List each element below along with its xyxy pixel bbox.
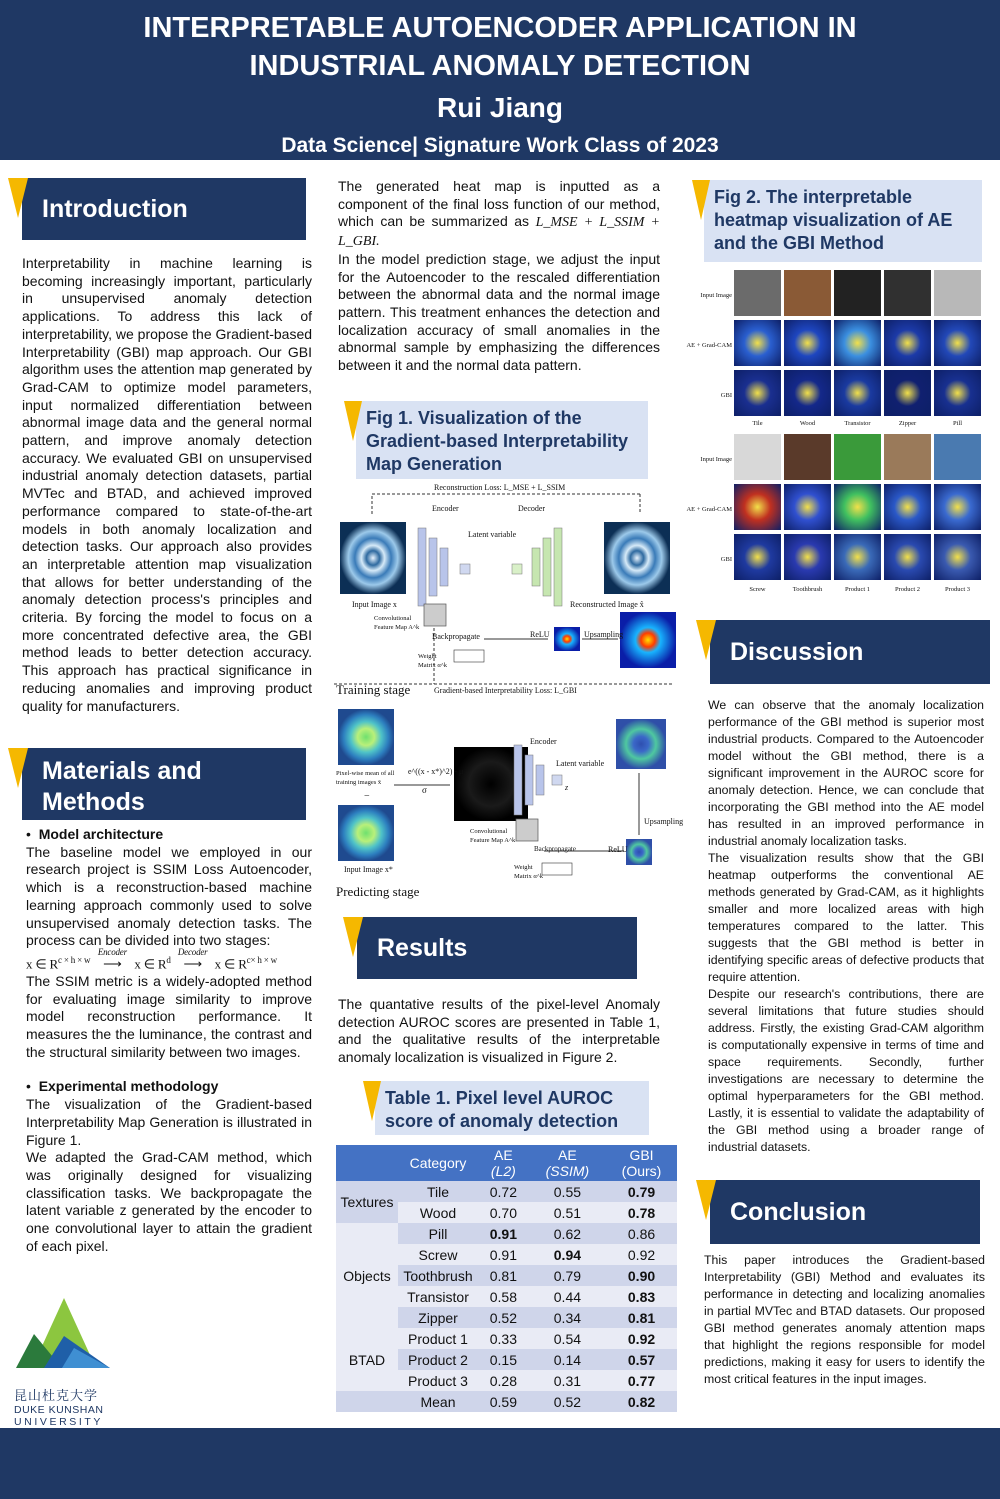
heatmap-col-label: Toothbrush [792,586,823,593]
value-cell: 0.92 [606,1328,677,1349]
table-header-category: Category [398,1145,478,1181]
value-cell: 0.31 [529,1370,606,1391]
logo-line-2: UNIVERSITY [14,1416,104,1428]
table-header-ae-ssim: AE (SSIM) [529,1145,606,1181]
methods-heading-line-2: Methods [42,788,145,816]
heatmap-tile [934,270,981,316]
heatmap-row-label: GBI [720,556,732,563]
heatmap-row-label: AE + Grad-CAM [686,506,732,513]
heatmap-col-label: Transistor [844,420,871,427]
table-header-row [336,1145,677,1181]
heatmap-tile [884,434,931,480]
encoder-label: Encoder [432,504,459,513]
value-cell: 0.94 [529,1244,606,1265]
heatmap-tile [884,370,931,416]
bullet-icon: • [26,826,39,842]
logo-line-1: DUKE KUNSHAN [14,1404,104,1416]
group-cell: Textures [336,1181,398,1223]
discussion-heading-text: Discussion [730,637,864,666]
heatmap-tile [934,534,981,580]
table-header-gbi: GBI (Ours) [606,1145,677,1181]
heatmap-tile [884,484,931,530]
gbi-loss-label: Gradient-based Interpretability Loss: L_GBI [434,686,577,695]
category-cell: Product 2 [398,1349,478,1370]
training-stage-label: Training stage [336,682,411,697]
value-cell: 0.79 [529,1265,606,1286]
value-cell: 0.52 [478,1307,529,1328]
training-diagram-svg [334,482,678,700]
value-cell: 0.57 [606,1349,677,1370]
z-symbol: z [565,783,569,792]
value-cell: 0.62 [529,1223,606,1244]
weight-predict-label: Weight Matrix α^k [514,864,544,880]
input-image-label: Input Image x [352,600,397,609]
discussion-text-1: We can observe that the anomaly localization performance of the GBI method is superior most industrial products. Compared to the Autoencoder model without the GBI method, there is a significant improvement in the AUROC score for anomaly detection. Hence, we can conclude that incorporating the GBI method into the AE model has resulted in an improved performance in industrial anomaly localization tasks. [708,698,984,848]
table-body [336,1181,677,1412]
heatmap-tile [734,484,781,530]
upsampling-predict-label: Upsampling [644,817,684,826]
heatmap-col-label: Product 1 [844,586,871,593]
category-cell: Toothbrush [398,1265,478,1286]
table-row [336,1391,677,1412]
title-line-1: INTERPRETABLE AUTOENCODER APPLICATION IN [143,12,857,44]
fig1-training-diagram [334,482,678,700]
flag-icon [344,401,362,441]
value-cell: 0.70 [478,1202,529,1223]
heatmap-tile [784,270,831,316]
loss-formula: L_MSE + L_SSIM + L_GBI. [338,215,660,250]
value-cell: 0.59 [478,1391,529,1412]
results-heading-text: Results [377,933,468,962]
category-cell: Product 1 [398,1328,478,1349]
heatmap-tile [884,320,931,366]
fig1-caption [356,401,648,479]
discussion-text-3: Despite our research's contributions, there are several limitations that future studies should address. Firstly, the existing Grad-CAM algorithm is computationally expensive in terms of time and space requirements. Secondly, further investigations are necessary to determine the optimal hyperparameters for the GBI method. Lastly, it is essential to validate the adaptability of the GBI method using a broader range of industrial datasets. [708,987,984,1154]
value-cell: 0.44 [529,1286,606,1307]
heatmap-tile [784,534,831,580]
fig2-caption [704,180,982,262]
table-header-ae-l2: AE (L2) [478,1145,529,1181]
conclusion-text: This paper introduces the Gradient-based Interpretability (GBI) Method and evaluates its performance in detecting and localizing anomalies in partial MVTec and BTAD datasets. Our proposed GBI method generates anomaly attention maps that highlight the regions responsible for model predictions, making it easy for users to identify the most critical features in the input images. [704,1253,985,1386]
value-cell: 0.79 [606,1181,677,1202]
group-cell: Objects [336,1223,398,1328]
title-line-2: INDUSTRIAL ANOMALY DETECTION [249,50,751,82]
relu-label: ReLU [530,630,550,639]
relu-predict-label: ReLU [608,845,628,854]
heatmap-col-label: Product 3 [944,586,971,593]
table-row [336,1328,677,1349]
value-cell: 0.72 [478,1181,529,1202]
predicting-stage-label: Predicting stage [336,884,420,899]
flag-icon [8,178,28,218]
logo-chinese-text: 昆山杜克大学 [14,1389,99,1404]
heatmap-tile [884,270,931,316]
sigma-symbol: σ [422,785,427,795]
conv-feature-map-label: Convolutional Feature Map A^k [374,615,420,631]
weight-matrix-label: Weight Matrix α^k [418,653,448,669]
heatmap-tile [934,320,981,366]
backpropagate-label: Backpropagate [432,632,480,641]
heatmap-col-label: Product 2 [894,586,921,593]
flag-icon [363,1081,381,1121]
poster-header [0,0,1000,160]
table-row [336,1223,677,1244]
encoder-predict-label: Encoder [530,737,557,746]
heatmap-tile [834,434,881,480]
heatmap-tile [734,434,781,480]
heatmap-row-label: Input Image [700,292,732,299]
latent-variable-label: Latent variable [468,530,517,539]
heatmap-row-label: AE + Grad-CAM [686,342,732,349]
reconstructed-image-label: Reconstructed Image x̂ [570,600,644,609]
flag-icon [692,180,710,220]
heatmap-tile [734,534,781,580]
input-image-predict-label: Input Image x* [344,865,393,874]
conv-map-predict-label: Convolutional Feature Map A^k [470,828,516,844]
value-cell: 0.91 [478,1223,529,1244]
heatmap-tile [834,370,881,416]
poster-footer [0,1428,1000,1499]
value-cell: 0.58 [478,1286,529,1307]
heatmap-tile [884,534,931,580]
value-cell: 0.78 [606,1202,677,1223]
heatmap-tile [834,270,881,316]
category-cell: Transistor [398,1286,478,1307]
flag-icon [696,620,716,660]
value-cell: 0.86 [606,1223,677,1244]
introduction-body [22,255,312,715]
group-cell [336,1391,398,1412]
value-cell: 0.55 [529,1181,606,1202]
fig1-caption-text: Fig 1. Visualization of the Gradient-based Interpretability Map Generation [366,408,629,474]
value-cell: 0.51 [529,1202,606,1223]
arrow-right-icon: ⟶ [183,956,202,972]
heatmap-tile [934,484,981,530]
heatmap-tile [784,370,831,416]
category-cell: Pill [398,1223,478,1244]
value-cell: 0.28 [478,1370,529,1391]
author: Rui Jiang [436,92,563,123]
flag-icon [343,917,363,957]
backprop-predict-label: Backpropagate [534,845,576,853]
heatmap-col-label: Tile [752,420,763,427]
value-cell: 0.90 [606,1265,677,1286]
loss-intro-text: The generated heat map is inputted as a component of the final loss function of our method, which can be summarized as [338,178,660,230]
category-cell: Mean [398,1391,478,1412]
heatmap-col-label: Screw [749,586,766,593]
fig2-caption-text: Fig 2. The interpretable heatmap visualization of AE and the GBI Method [714,187,953,253]
flag-icon [8,748,28,788]
upsampling-label: Upsampling [584,630,624,639]
heatmap-tile [734,370,781,416]
heatmap-tile [934,434,981,480]
heatmap-col-label: Wood [799,420,816,427]
heatmap-tile [834,484,881,530]
introduction-heading-text: Introduction [42,194,188,223]
fig2-heatmap-grid [682,268,992,598]
discussion-heading [710,620,990,684]
results-body [338,996,660,1067]
heatmap-row-label: GBI [720,392,732,399]
heatmap-tile [734,270,781,316]
introduction-text: Interpretability in machine learning is becoming increasingly important, particularly in unsupervised anomaly detection applications. To address this lack of interpretability, we propose the Gradient-based Interpretability (GBI) map approach. Our GBI algorithm uses the attention map generated by Grad-CAM to optimize model parameters, input normalized differentiation between abnormal image data and the general normal pattern, and improve anomaly detection accuracy. We evaluated GBI on unsupervised industrial anomaly detection datasets, partial MVTec and BTAD, and achieved improved performance compared to state-of-the-art models in both anomaly localization and detection tasks. Our approach also provides an interpretable attention map visualization that allows for better understanding of the anomaly detection process's principles and criteria. By forcing the model to focus on a more concentrated defective area, the GBI method leads to better detection accuracy. This approach has practical significance in reducing anomalies and improving product quality for manufacturers. [22,255,313,714]
value-cell: 0.52 [529,1391,606,1412]
value-cell: 0.83 [606,1286,677,1307]
university-logo [14,1296,114,1428]
experimental-text-2: We adapted the Grad-CAM method, which was originally designed for visualizing classification tasks. We backpropagate the latent variable z generated by the encoder to one convolutional layer to attain the gradient of each pixel. [26,1149,312,1254]
auroc-table [336,1145,677,1412]
heatmap-tile [834,534,881,580]
discussion-text-2: The visualization results show that the GBI heatmap outperforms the conventional AE methods generated by Grad-CAM, as it highlights smaller and more localized areas with high temperatures compared to the latter. This suggests that the GBI method is better in identifying specific areas of defective products that require attention. [708,851,984,984]
value-cell: 0.92 [606,1244,677,1265]
flag-icon [696,1180,716,1220]
category-cell: Zipper [398,1307,478,1328]
table-row [336,1181,677,1202]
results-text: The quantative results of the pixel-level Anomaly detection AUROC scores are presented in Table 1, and the qualitative results of the interpretable anomaly localization is visualized in Figure 2. [338,996,660,1066]
reconstruction-loss-label: Reconstruction Loss: L_MSE + L_SSIM [434,483,566,492]
pixel-mean-label: Pixel-wise mean of all training images x̄ [336,770,395,786]
minus-sign: − [364,791,370,802]
value-cell: 0.82 [606,1391,677,1412]
latent-predict-label: Latent variable [556,759,605,768]
methods-heading [22,748,306,820]
experimental-text-1: The visualization of the Gradient-based Interpretability Map Generation is illustrated in Figure 1. [26,1096,312,1148]
value-cell: 0.77 [606,1370,677,1391]
heatmap-tile [734,320,781,366]
heatmap-col-label: Zipper [898,420,917,427]
middle-body [338,178,660,375]
heatmap-row-label: Input Image [700,456,732,463]
experimental-methodology-title: Experimental methodology [38,1078,219,1095]
introduction-heading [22,178,306,240]
model-architecture-text: The baseline model we employed in our research project is SSIM Loss Autoencoder, which is a reconstruction-based machine learning approach commonly used to solve unsupervised anomaly detection tasks. The process can be divided into two stages: [26,843,312,949]
value-cell: 0.91 [478,1244,529,1265]
heatmap-tile [784,484,831,530]
ssim-text: The SSIM metric is a widely-adopted method for evaluating image similarity to improve model reconstruction performance. It measures the the luminance, the contrast and the structural similarity between two images. [26,972,312,1060]
conclusion-body [704,1252,985,1388]
results-heading [357,917,637,979]
value-cell: 0.34 [529,1307,606,1328]
decoder-label: Decoder [518,504,546,513]
conclusion-heading [710,1180,980,1244]
mountain-logo-icon [14,1296,114,1376]
prediction-stage-text: In the model prediction stage, we adjust the input for the Autoencoder to the rescaled differentiation between the abnormal data and the normal image pattern. This treatment enhances the detection and localization accuracy of small anomalies in the abnormal sample by emphasizing the differences between it and the normal data pattern. [338,250,660,374]
value-cell: 0.81 [606,1307,677,1328]
category-cell: Tile [398,1181,478,1202]
heatmap-col-label: Pill [952,420,963,427]
arrow-right-icon: ⟶ [103,956,122,972]
heatmap-tile [934,370,981,416]
table1-caption [375,1081,649,1135]
category-cell: Screw [398,1244,478,1265]
group-cell: BTAD [336,1328,398,1391]
fig1-predicting-diagram [334,705,684,883]
value-cell: 0.81 [478,1265,529,1286]
bullet-icon: • [26,1078,39,1095]
methods-heading-line-1: Materials and [42,757,202,785]
heatmap-tile [834,320,881,366]
model-architecture-title: Model architecture [38,826,164,842]
predicting-diagram-svg [334,705,678,883]
value-cell: 0.33 [478,1328,529,1349]
value-cell: 0.54 [529,1328,606,1349]
table-header-group [336,1145,398,1181]
category-cell: Product 3 [398,1370,478,1391]
value-cell: 0.15 [478,1349,529,1370]
heatmap-tile [784,434,831,480]
methods-body [26,826,312,1256]
heatmap-tile [784,320,831,366]
normalization-formula: e^((x - x*)^2) - μ [408,767,464,776]
conclusion-heading-text: Conclusion [730,1197,867,1226]
stage-formula: x ∈ $R^{c \times h \times w}$ Encoder ⟶ x ∈ $R^d$ Decoder ⟶ x ∈ $R^{c\times h \times w}$ [26,947,277,972]
value-cell: 0.14 [529,1349,606,1370]
discussion-body [708,697,984,1156]
table1-caption-text: Table 1. Pixel level AUROC score of anomaly detection [385,1088,619,1131]
category-cell: Wood [398,1202,478,1223]
affiliation: Data Science| Signature Work Class of 2023 [281,134,719,157]
